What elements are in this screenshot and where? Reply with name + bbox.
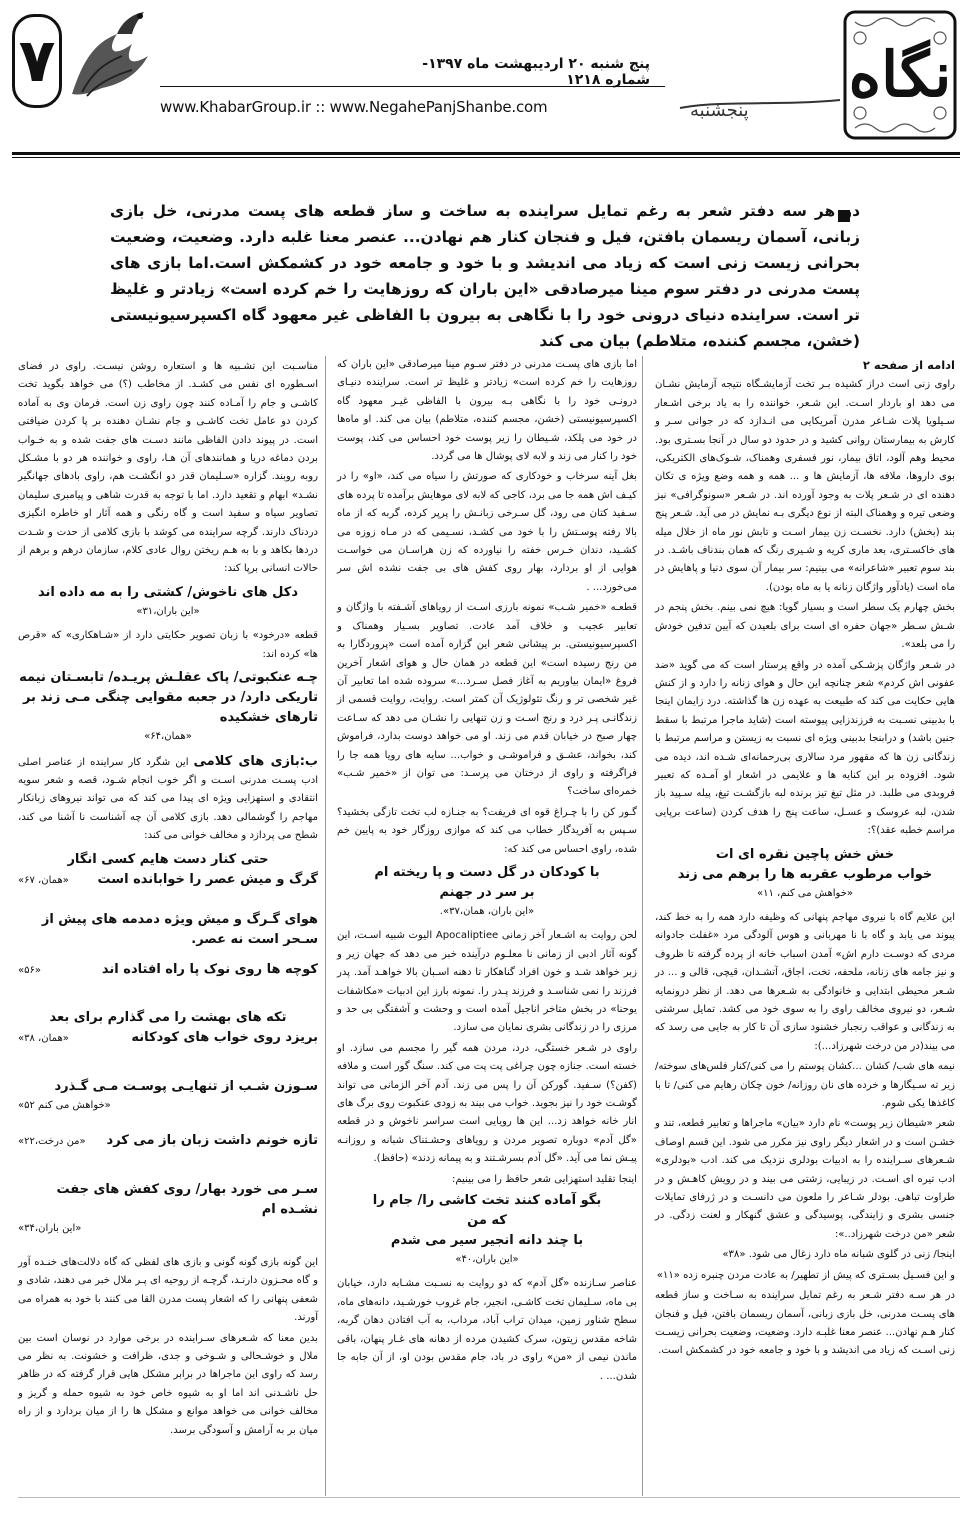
paragraph: مناسـبت این تشـبیه ها و استعاره روشن نیسـت. راوی در فضای اسـطوره ای نفس می کشـد. از مخاطب (؟) می خواهد بگوید تخت کاشـی و جام را آمـاده کنند چون راوی زن است. فرمان وی به آماده کردن دو عامل تخت کاشـی و جام نشـان دهنده بر پا کردن ضیافتی است. در پیوند دادن الفاظی مانند دسـت های جفت شده و به خـواب بردن دماغه دریا و همانندهای آن هـا، راوی و خواننده هر دو با مشـکل روبه روبند. گزاره «سـلیمان قدر دو انگشـت هم، راوی بادهای جهانگیر نشـد» ابهام و تقعید دارد. اما با توجه به قدرت شاهی و پیامبری سلیمان تصاویر سیاه و سفید است و گاه رنگی و همه آثار او خاطره انگیزی دردناک دارند. گرچه سراینده می کوشد با بازی کلامی از حدت و شـدت دردها بکاهد و با به هـم ریختن روال عادی کلام، سازمان درهم و برهم از حالات انسانی برپا کند: <box>18 361 318 575</box>
logo-text: نگاه <box>848 38 952 111</box>
poem-verse: چـه عنکبوتی/ پاک عقلـش پریـده/ تابسـتان نیمه تاریکی دارد/ در جعبه مقوایی چنگی مـی زند بر تارهای خشکیده <box>19 670 318 726</box>
poem-citation: «من درخت،۲۲» <box>18 1136 86 1148</box>
paragraph: اینجا/ زنی در گلوی شبانه ماه دارد زغال می شود. «۳۸» <box>722 1249 955 1261</box>
paragraph: قطعـه «خمیر شـب» نمونه بارزی اسـت از رویاهای آشـفته با واژگان و تعابیر عجیب و خلاف آمد عادت. تصاویر بسـیار وهمناک و اکسپرسیونیستی. بر پیشانی شعر این گزاره آمده است «پروردگارا به من رنج رسیده است» این قطعه در همان حال و هوای اشعار آخرین فروغ «ایمان بیاوریم به آغاز فصل سـرد...» سروده شده اما تعابیر آن غیر شخصی تر و رنگ تئولوژیک آن کمتر است. روایت، روایت قسمی از زندگانـی پـر درد و رنج اسـت و زن تنهایی را نشـان می دهد که سـاعت چهار صبح در خیابان قدم می زند. او می خواهد دوست بدارد، فراموش کند، بخواند، عشـق و فراموشـی و خواب... سایه های رویا همه جا را فراگرفته و راوی از درختان می پرسـد: می توان از «خمیر شـب» خمره‌ای ساخت؟ <box>337 602 637 798</box>
poem-verse: که من <box>467 1213 507 1229</box>
paragraph: راوی زنی است دراز کشیده بـر تخت آزمایشـگاه نتیجه آزمایش نشـان می دهد او باردار اسـت. این شـعر، خواننده را به یاد برخی اشـعار سـیلویا پلات شـاعر مدرن آمریکایی می انـدازد که در جوانی سـر و کارش به بیمارستان روانی کشید و در حدود دو سال در آنجا بسـتری بود. محیط وهم آلود، اتاق بیمار، نور فسفری وهمناک، شـوک‌های الکتریکی، بوی داروها، ملافه ها، آزمایش ها و ... همه و همه وضع ویژه ی تکان دهنده ای در شـعر پلات به وجود آورده اند. در شـعر «سونوگرافی» نیز وضعی تیره و وهمناک البته از نوع دیگری بـه نمایش در می آید. شـعر پنج بند (بخش) دارد. نخسـت زن بیمار اسـت و تابش نور ماه از خلال میله های خاکسـتری، بعد ماری کریه و شـیری رنگ که همان بندناف باشـد. در بند سوم تعبیر «شاعرانه» می بینیم: سر بیمار آن سوی دنیا و پاهایش در ماه است (یادآور واژگان زنانه یا به ماه بودن). <box>655 379 955 593</box>
poem-verse: بریزد روی خواب های کودکانه <box>131 1030 318 1046</box>
paragraph-text: این شگرد کار سراینده از عناصر اصلی ادب پسـت مدرنی اسـت و اگر خوب انجام شـود، قصه و شعر سویه انتقادی و استهزایی ویژه ای پیدا می کند که می تواند نیروهای زبانکار مهاجم را گوشمالی دهد. بازی کلامی آن چه آشناست نا آشنا می کند، شطح می پردازد و مخالف خوانی می کند: <box>18 756 318 842</box>
spacer <box>18 896 318 906</box>
paragraph: در هر سـه دفتر شـعر به رغم تمایل سراینده به سـاخت و ساز قطعه های پسـت مدرنی، خل بازی زبانی، آسمان ریسمان بافتن، فیل و فنجان کنار هـم نهادن... عنصر معنا غلبـه دارد. وضعیت، وضعیت بحرانی زیسـت زنی اسـت که زیاد می اندیشد و با خود و جامعه خود در کشمکش است. <box>655 1290 955 1357</box>
paragraph: در شـعر واژگان پزشـکی آمده در واقع پرستار است که می گوید «ضد عفونی اش کردم» شعر چنانچه این حال و هوای زنانه را دارد و از کنش هایی حکایت می کند که طبیعت به عهده زن ها گذاشته. درد زایمان اینجا با بدبینی نسـبت به فرزندزایی پیوسته است (شاید ماجرا مرتبط با سقط جنین باشد) و درابنجا بدبینی ویژه ای نسبت به زیستن و مراسم مرتبط با زندگانی زن ها که مقهور مرد سالاری بی‌رحمانه‌ای شـده اند، دیده می شود. افزوده بر این کنایه ها و علایمی در اشعار او آمـده که تعبیر فروبدی می طلبد. در مثل تیغ تیز برنده لبه بازگشـت تیغ، پیله سـپید باز شدن، لبه عروسک و عسـل، ساعت پنج را هدف کردن (ساعت برپایی مراسم خطبه عقد)؟: <box>655 659 955 837</box>
phoenix-emblem-icon <box>62 4 154 104</box>
poem-verse: دکل های ناخوش/ کشتی را به مه داده اند <box>37 584 299 600</box>
column-middle <box>337 356 637 1388</box>
verse-with-citation <box>18 1028 318 1054</box>
spacer <box>18 950 318 960</box>
poem-verse: هوای گـرگ و میش ویژه دمدمه های پیش از سـحر است نه عصر. <box>41 911 318 947</box>
section-subheading: ب:بازی های کلامی <box>193 753 318 769</box>
poem-verse: با چند دانه انجیر سیر می شدم <box>390 1233 584 1249</box>
paragraph: عناصر سـازنده «گل آدم» که دو روایت به نسـبت مشـابه دارد، خیابان بی ماه، سـلیمان تخت کاشـی، انجیر، جام غروب خورشـید، دانه‌های ماه، سطح شناور زمین، میدان تراب آباد، مرداب، به آب افتادن دهان گربه، شاخه مقدس زیتون، سرک کشیدن مرده از دهانه های غـار پنهان، باقی ماندن نیمی از «من» راوی در باد، جام مقدس بودن او، از آن جابه جا شدن... . <box>337 1278 637 1382</box>
poem-verse: گرگ و میش عصر را خوابانده است <box>97 871 318 887</box>
paragraph: اینجا تقلید استهزایی شعر حافظ را می بینیم: <box>451 1173 637 1185</box>
poem-verse: بر سر در جهنم <box>439 884 535 900</box>
lead-paragraph: در هر سه دفتر شعر به رغم تمایل سراینده به ساخت و ساز قطعه های پست مدرنی، خل بازی زبانی، آسمان ریسمان بافتن، فیل و فنجان کنار هم نهادن... عنصر معنا غلبه دارد. وضعیت، وضعیت بحرانی زیست زنی است که زیاد می اندیشد و با خود و جامعه خود در کشمکش است.اما بازی های پست مدرنی در دفتر سوم مینا میرصادقی «این باران که روزهایت را خم کرده است» زیادتر و غلیظ تر است. سراینده دنیای درونی خود را با نگاهی به بیرون با الفاظی غیر معهود گاه اکسپرسیونیستی (خشن، مجسم کننده، متلاطم) بیان می کند <box>110 202 860 350</box>
verse-with-citation <box>18 960 318 986</box>
spacer <box>18 986 318 1004</box>
column-divider <box>325 356 326 1496</box>
poem-citation: «این باران،۳۴» <box>18 1222 82 1234</box>
poem-verse: سـوزن شـب از تنهایـی پوسـت مـی گـذرد <box>54 1078 318 1094</box>
footer-rule <box>18 1497 960 1498</box>
newspaper-logo-ornament <box>660 8 960 143</box>
paragraph: این گونه بازی گونه گونی و بازی های لفظی که گاه دلالت‌های خنـده آور و گاه محـزون دارنـد، گرچـه از روحیه ای پـر ملال خبر می دهند، شادی و شعفی پنهانی را که اشعار پست مدرن القا می کنند با خود به همراه می آورند. <box>18 1256 318 1324</box>
poem-citation: «خواهش می کنم ۵۲» <box>18 1099 111 1111</box>
poem-verse: حتی کنار دست هایم کسی انگار <box>67 851 269 867</box>
header-rule <box>160 86 665 87</box>
paragraph: گـور کن را با چـراغ قوه ای فریفت؟ به جنـازه لب تخت تازگی بخشید؟ سـپس به آفریدگار خطاب می کند که موازی روزگار خود به پایین خم شده، راوی احساس می کند که: <box>337 806 637 855</box>
poem-citation: «همان، ۳۸» <box>18 1033 69 1045</box>
poem-verse: بگو آماده کنند تخت کاشی را/ جام را <box>372 1193 602 1209</box>
poem-verse: خواب مرطوب عقربه ها را برهم می زند <box>677 866 933 882</box>
spacer <box>18 1244 318 1254</box>
paragraph: اما بازی های پسـت مدرنی در دفتر سـوم مینا میرصادقی «این باران که روزهایت را خم کرده است» زیادتر و غلیظ تر است. سراینده دنیـای درونـی خود را با نگاهی بـه بیرون با الفاظی غیـر معهود گاه اکسپرسیونیستی (خشن، مجسم کننده، متلاطم) بیان می کند. او ماه‌ها در خود می پلکد، شـیطان را زیر پوست خود احساس می کند، پوست خود را کنار می زند و لابه لای پوشال ها می گردد. <box>337 359 637 463</box>
poem-verse: تازه خونم داشت زبان باز می کرد <box>106 1133 318 1149</box>
poem-citation: «این باران،۳۱» <box>136 605 200 617</box>
page-number: ۷ <box>18 26 56 96</box>
issue-date: پنج شنبه ۲۰ اردیبهشت ماه ۱۳۹۷- شماره ۱۲۱۸ <box>422 56 650 88</box>
paragraph: راوی در شـعر خستگی، درد، مردن همه گیر را مجسم می سازد. او خسته است. جنازه چون چراغی پت پت می کند. سنگ گور است و ملافه (کفن؟) سـفید. گورکن آن را پس می زند. آدم آخر الزمانی می تواند گوشـت خود را نیز بجوید. خواب می بیند به زودی عنکبوت روی برگ های انار خانه خواهد زد... این ها رویایی است سراسر ناخوش و در قطعه «گل آدم» دوباره تصویر مردن و رویاهای وحشـتناک شبانه و روزانـه پیـش نما می آید. «گل آدم بسرشـتند و به پیمانه زدند» (حافظ). <box>337 1042 637 1165</box>
poem-verse: تکه های بهشت را می گذارم برای بعد <box>49 1010 287 1026</box>
paragraph: بغل آینه سرخاب و خودکاری که صورتش را سیاه می کند، «او» را در کیـف اش همه جا می برد، کاجی که لابه لای موهایش برآمده تا پرده های سـفید کتان می رود، گل سـرخی زبانـش را پرپر کرده، گربه که از ماه بالا رفته پوسـتش را با خود می کشـد، نسـیمی که در مـاه زوزه می کشـید، دندان خـرس خفته را نیاورده که زن هراسـان می خواسـت هوایی از او بردارد، بهار روی کفش های بی جفت نشده اش سر می‌خورد... . <box>337 471 637 593</box>
column-divider <box>642 356 643 1496</box>
page-number-badge <box>12 14 62 108</box>
paragraph: نیمه های شب/ کشان ...کشان پوستم را می کنی/کنار فلس‌های سوخته/ زیر ته سـیگارها و خرده های نان روزانه/ خون چکان رهایم می کنی/ تا با کاغذها یکی شوم. <box>655 1061 955 1110</box>
paragraph <box>18 753 318 846</box>
site-urls: www.KhabarGroup.ir :: www.NegahePanjShanbe.com <box>160 98 548 116</box>
poem-citation: «این باران، همان،۳۷». <box>439 905 535 917</box>
column-left <box>18 358 318 1442</box>
paragraph: قطعه «درخود» با زبان تصویر حکایتی دارد از «شـاهکاری» که «قرص ها» کرده اند: <box>18 630 318 660</box>
paragraph: شعر «شیطان زیر پوست» نام دارد «بیان» ماجراها و تعابیر قطعه، تند و خشـن است و در اشعار دیگر راوی نیز مکرر می شود. این قسم اوصاف شـعرهای سـراینده را به ادبیات بودلری نزدیک می کند. ادب «بودلری» ادب تیره ای اسـت. در زیبایی، زشتی می بیند و در رویش کاهـش و در طراوت تباهی. بودلر شـاعر را ملعون می دانسـت و در ژرفای تمایلات جنسی بشری و زایندگی، پوسیدگی و عشق گنهکار و لعنت زدگی. در شعر «من درخت شهرزاد..»: <box>655 1118 955 1240</box>
header-divider <box>12 152 960 155</box>
paragraph: لحن روایت به اشـعار آخر زمانی Apocaliptiee الیوت شبیه اسـت، این گونه آثار ادبی از زمانی نا معلـوم درآینده خبر می دهد که جهان زیر و زبر خواهد شـد و خون افراد گناهکار تا دهنه اسـبان بالا خواهـد آمد. پدر فرزند را نمی شناسـد و فرزند پـدر را. نمونه بارز این ادبیات «مکاشفات یوحنا» در بخش متاخر اناجیل آمده است و وحشت و آشفتگی بی حد و مرزی را در زندگانی بشری نمایان می سازد. <box>337 930 637 1034</box>
poem-citation: «خواهش می کنم، ۱۱» <box>756 887 854 899</box>
poem-verse: سـر می خورد بهار/ روی کفش های جفت نشـده ام <box>56 1181 318 1217</box>
masthead <box>0 0 970 172</box>
poem-citation: «همان، ۶۷» <box>18 874 69 886</box>
spacer <box>18 1158 318 1176</box>
paragraph: بدین معنا که شـعرهای سـراینده در برخی موارد در نوسان است بین ملال و خوشـحالی و شـوخی و جدی، ظرافت و خشونت. به نظر می رسد که راوی این ماجراها در برابر مشکل هایی قرار گرفته که در ظاهر حل ناشـدنی اند اما او به شیوه خاص خود به شیوه حمله و گریز و مخالف خوانی می خواهد موانع و مشکل ها را از میان بردارد و از راه میان بر به آرامش و آسودگی برسد. <box>18 1332 318 1436</box>
verse-with-citation <box>18 870 318 896</box>
continued-from-label: ادامه از صفحه ۲ <box>862 358 955 372</box>
verse-with-citation <box>18 1131 318 1157</box>
poem-verse: با کودکان در گل دست و پا ریخته ام <box>374 864 600 880</box>
paragraph: و این فسـیل بسـتری که پیش از تطهیر/ به عادت مردن چنبره زده «۱۱» <box>656 1269 955 1281</box>
paragraph: این علایم گاه با نیروی مهاجم پنهانی که وظیفه دارد همه را به خط کند، پیوند می یابد و گاه با نا مهربانی و هوس آلودگی مرد «غفلت جادوانه مردی که دوسـت دارم اش» آمدن اسباب خانه از پرده گرفته تا ظروف و نیز جامه های زنانه، ملحفه، تخت، اجاق، آتشـدان، قیچی، قالی و ... در شـعر محیطی ابتدایی و خانوادگی به شـعرها می دهد. از نظر درونمایه شـعر، دو نیروی مخالف راوی را به سوی خود می کشد. تمایل سرشتی به زندگانی و عواقب رنجبار خشنود سازی آن تا کار به جایی می رسد که می بیند(در من درخت شهرزاد...): <box>655 911 955 1052</box>
spacer <box>18 1055 318 1073</box>
poem-verse: خش خش پاچین نقره ای ات <box>715 846 895 862</box>
spacer <box>18 1121 318 1131</box>
poem-verse: کوچه ها روی نوک پا راه افتاده اند <box>101 961 318 977</box>
header-divider-thin <box>12 157 960 158</box>
poem-citation: «این باران،۴۰» <box>455 1254 519 1266</box>
logo-subtitle: پنجشنبه <box>690 100 749 121</box>
column-right <box>655 356 955 1363</box>
poem-citation: «۵۶» <box>18 964 41 976</box>
poem-citation: «همان،۶۴» <box>144 731 192 743</box>
paragraph: بخش چهارم یک سطر است و بسیار گویا: هیچ نمی بینم. بخش پنجم در شـش سـطر «جهان حفره ای است برای بلعیدن که آیین تدفین خودش را می بلعد». <box>655 602 955 651</box>
